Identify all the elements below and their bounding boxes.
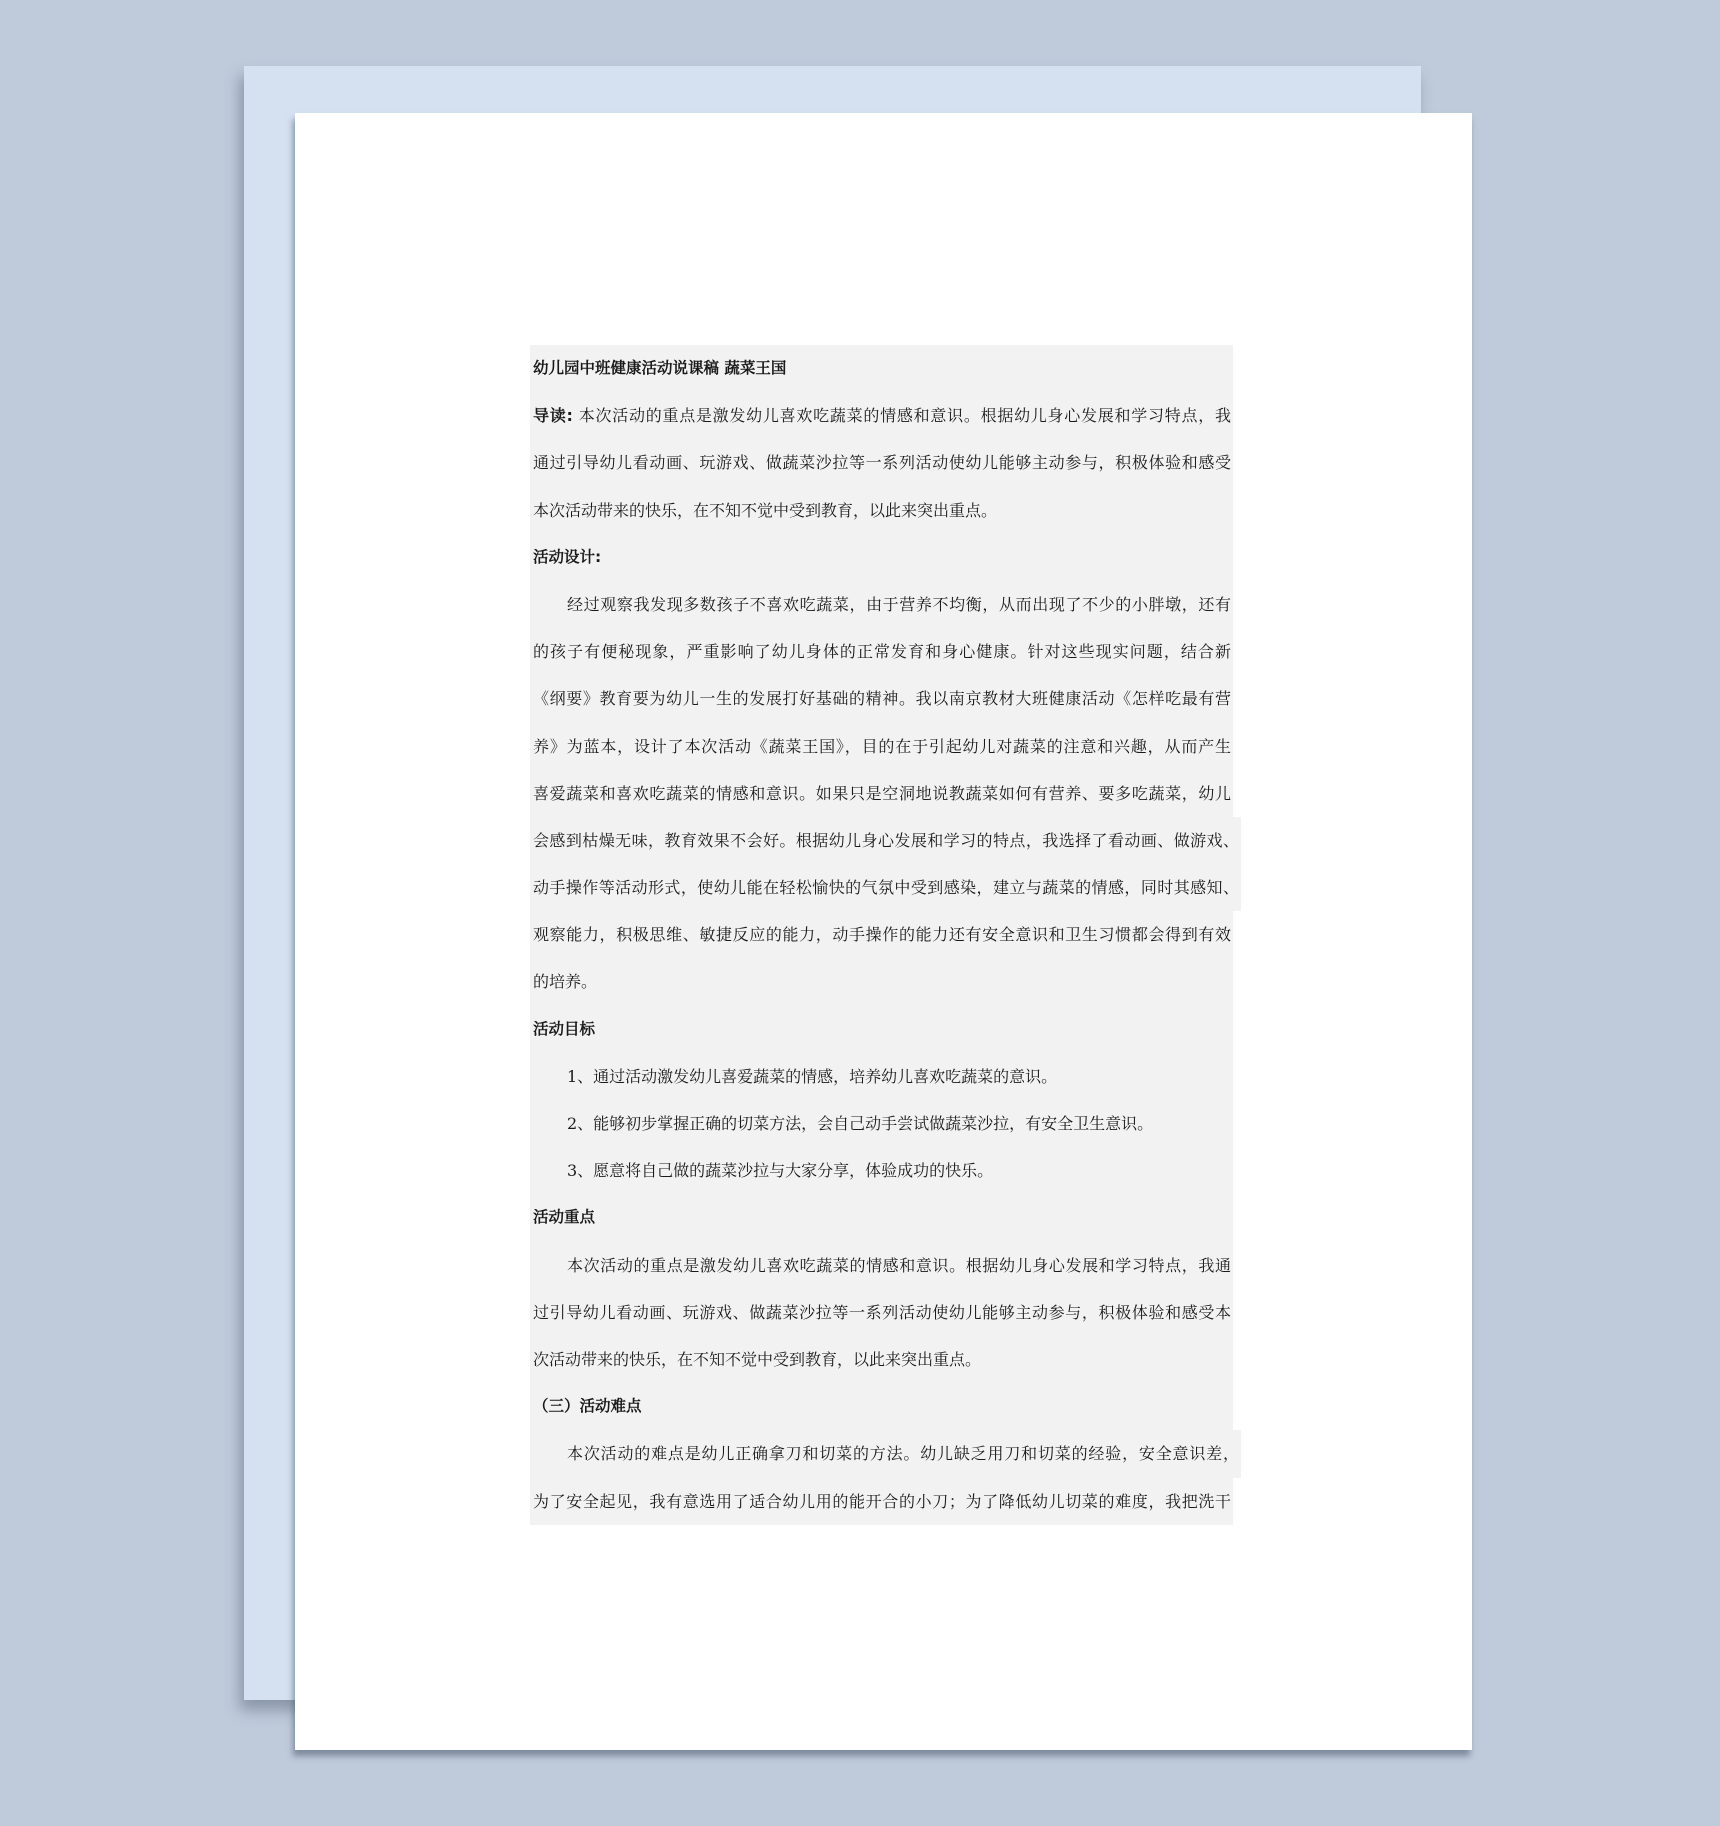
design-line-7: 动手操作等活动形式，使幼儿能在轻松愉快的气氛中受到感染，建立与蔬菜的情感，同时其感知、 bbox=[530, 864, 1241, 911]
goal-item-2: 2、能够初步掌握正确的切菜方法，会自己动手尝试做蔬菜沙拉，有安全卫生意识。 bbox=[530, 1100, 1233, 1147]
design-line-1: 经过观察我发现多数孩子不喜欢吃蔬菜，由于营养不均衡，从而出现了不少的小胖墩，还有 bbox=[530, 581, 1233, 628]
difficulty-line-1: 本次活动的难点是幼儿正确拿刀和切菜的方法。幼儿缺乏用刀和切菜的经验，安全意识差， bbox=[530, 1430, 1241, 1477]
design-line-5: 喜爱蔬菜和喜欢吃蔬菜的情感和意识。如果只是空洞地说教蔬菜如何有营养、要多吃蔬菜，幼儿 bbox=[530, 770, 1233, 817]
design-line-6: 会感到枯燥无味，教育效果不会好。根据幼儿身心发展和学习的特点，我选择了看动画、做游戏、 bbox=[530, 817, 1241, 864]
design-line-2: 的孩子有便秘现象，严重影响了幼儿身体的正常发育和身心健康。针对这些现实问题，结合新 bbox=[530, 628, 1233, 675]
document-body bbox=[530, 345, 1239, 1525]
focus-heading: 活动重点 bbox=[530, 1194, 1233, 1241]
design-line-8: 观察能力，积极思维、敏捷反应的能力，动手操作的能力还有安全意识和卫生习惯都会得到有效 bbox=[530, 911, 1233, 958]
intro-line-2: 通过引导幼儿看动画、玩游戏、做蔬菜沙拉等一系列活动使幼儿能够主动参与，积极体验和感受 bbox=[530, 439, 1233, 486]
design-heading: 活动设计: bbox=[530, 534, 1233, 581]
focus-line-2: 过引导幼儿看动画、玩游戏、做蔬菜沙拉等一系列活动使幼儿能够主动参与，积极体验和感受本 bbox=[530, 1289, 1233, 1336]
difficulty-line-2: 为了安全起见，我有意选用了适合幼儿用的能开合的小刀；为了降低幼儿切菜的难度，我把洗干 bbox=[530, 1478, 1233, 1525]
design-line-4: 养》为蓝本，设计了本次活动《蔬菜王国》，目的在于引起幼儿对蔬菜的注意和兴趣，从而产生 bbox=[530, 723, 1233, 770]
intro-label: 导读: bbox=[533, 406, 573, 426]
focus-line-3: 次活动带来的快乐，在不知不觉中受到教育，以此来突出重点。 bbox=[530, 1336, 1233, 1383]
focus-line-1: 本次活动的重点是激发幼儿喜欢吃蔬菜的情感和意识。根据幼儿身心发展和学习特点，我通 bbox=[530, 1242, 1233, 1289]
intro-line-1: 导读: 本次活动的重点是激发幼儿喜欢吃蔬菜的情感和意识。根据幼儿身心发展和学习特点，我 bbox=[530, 392, 1233, 439]
design-line-9: 的培养。 bbox=[530, 958, 1233, 1005]
design-line-3: 《纲要》教育要为幼儿一生的发展打好基础的精神。我以南京教材大班健康活动《怎样吃最有营 bbox=[530, 675, 1233, 722]
goal-item-1: 1、通过活动激发幼儿喜爱蔬菜的情感，培养幼儿喜欢吃蔬菜的意识。 bbox=[530, 1053, 1233, 1100]
intro-line-3: 本次活动带来的快乐，在不知不觉中受到教育，以此来突出重点。 bbox=[530, 487, 1233, 534]
difficulty-heading: （三）活动难点 bbox=[530, 1383, 1233, 1430]
goal-item-3: 3、愿意将自己做的蔬菜沙拉与大家分享，体验成功的快乐。 bbox=[530, 1147, 1233, 1194]
goals-heading: 活动目标 bbox=[530, 1006, 1233, 1053]
document-title: 幼儿园中班健康活动说课稿 蔬菜王国 bbox=[530, 345, 1233, 392]
